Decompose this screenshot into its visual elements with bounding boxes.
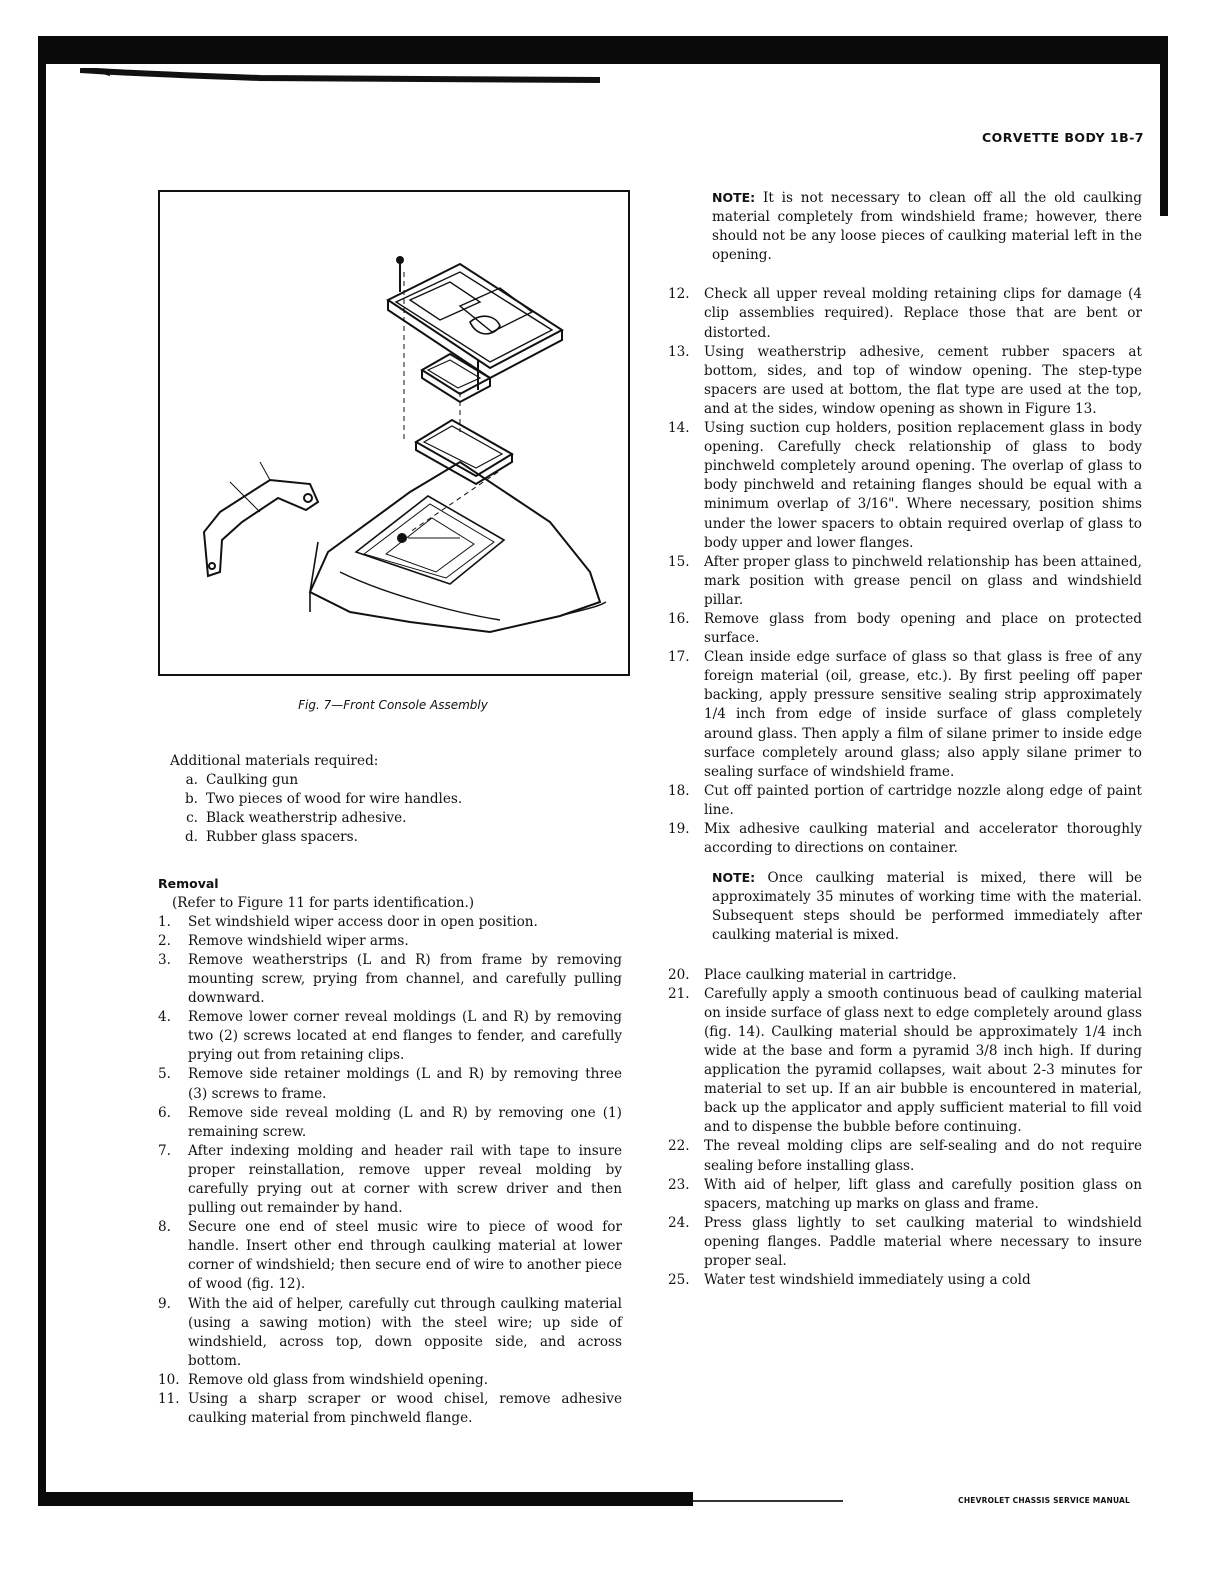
installation-step: 23. With aid of helper, lift glass and carefully position glass on spacers, matching up marks on glass and frame.: [668, 1176, 1142, 1212]
removal-heading: Removal: [158, 876, 219, 892]
installation-step: 16. Remove glass from body opening and place on protected surface.: [668, 610, 1142, 647]
installation-step: 25. Water test windshield immediately using a cold: [668, 1272, 1031, 1289]
right-column: [668, 188, 1142, 1290]
figure-caption: Fig. 7—Front Console Assembly: [298, 698, 488, 712]
note-caulking-cleanup: [712, 188, 1142, 265]
note-working-time: [712, 868, 1142, 945]
materials-item: d. Rubber glass spacers.: [184, 829, 358, 846]
scan-bottom-bar: [38, 1492, 693, 1506]
note-text: It is not necessary to clean off all the old caulking material completely from windshield frame; however, there should not be any loose pieces of caulking material left in the opening.: [712, 190, 1142, 264]
installation-step: 14. Using suction cup holders, position replacement glass in body opening. Carefully check relationship of glass to body pinchweld completely around opening. The overlap of glass to body pinchweld and retaining flanges should be equal with a minimum overlap of 3/16". Where necessary, position shims under the lower spacers to obtain required overlap of glass to body upper and lower flanges.: [668, 420, 1142, 551]
removal-step: 10. Remove old glass from windshield opening.: [158, 1371, 489, 1388]
materials-item: b. Two pieces of wood for wire handles.: [184, 791, 463, 808]
scan-left-edge: [38, 36, 46, 1506]
footer-manual-title: CHEVROLET CHASSIS SERVICE MANUAL: [958, 1496, 1130, 1505]
installation-step: 20. Place caulking material in cartridge.: [668, 966, 957, 983]
installation-step: 22. The reveal molding clips are self-sealing and do not require sealing before installing glass.: [668, 1138, 1142, 1174]
materials-list: [158, 771, 622, 847]
note-text: Once caulking material is mixed, there will be approximately 35 minutes of working time with the material. Subsequent steps should be performed immediately after caulking material is mixed.: [712, 870, 1142, 944]
removal-step: 1. Set windshield wiper access door in open position.: [158, 913, 538, 930]
removal-step: 4. Remove lower corner reveal moldings (L and R) by removing two (2) screws located at end flanges to fender, and carefully prying out from retaining clips.: [158, 1009, 622, 1064]
installation-step: 17. Clean inside edge surface of glass so that glass is free of any foreign material (oil, grease, etc.). By first peeling off paper backing, apply pressure sensitive sealing strip approximately 1/4 inch from edge of inside surface of glass completely around glass. Then apply a film of silane primer to inside edge surface completely around glass; also apply silane primer to sealing surface of windshield frame.: [668, 649, 1142, 780]
scan-right-edge: [1160, 36, 1168, 216]
removal-step: 2. Remove windshield wiper arms.: [158, 932, 409, 949]
removal-step: 8. Secure one end of steel music wire to piece of wood for handle. Insert other end through caulking material at lower corner of windshield; then secure end of wire to another piece of wood (fig. 12).: [158, 1219, 622, 1293]
figure-front-console: [158, 190, 630, 676]
removal-step: 5. Remove side retainer moldings (L and R) by removing three (3) screws to frame.: [158, 1066, 622, 1102]
materials-item: c. Black weatherstrip adhesive.: [186, 810, 407, 827]
scan-top-bar: [38, 36, 1168, 64]
installation-step: 12. Check all upper reveal molding retaining clips for damage (4 clip assemblies required). Replace those that are bent or distorted.: [668, 286, 1142, 341]
console-assembly-illustration: [160, 192, 628, 674]
materials-title: Additional materials required:: [170, 753, 379, 769]
removal-step: 11. Using a sharp scraper or wood chisel, remove adhesive caulking material from pinchweld flange.: [158, 1391, 622, 1427]
note-label: NOTE:: [712, 870, 756, 886]
installation-step: 18. Cut off painted portion of cartridge nozzle along edge of paint line.: [668, 782, 1142, 818]
removal-step: 9. With the aid of helper, carefully cut through caulking material (using a sawing motion) with the steel wire; up side of windshield, across top, down opposite side, and across bottom.: [158, 1295, 622, 1369]
removal-step: 6. Remove side reveal molding (L and R) by removing one (1) remaining screw.: [158, 1104, 622, 1140]
installation-step: 24. Press glass lightly to set caulking material to windshield opening flanges. Paddle material where necessary to insure proper seal.: [668, 1214, 1142, 1269]
installation-step: 15. After proper glass to pinchweld relationship has been attained, mark position with grease pencil on glass and windshield pillar.: [668, 553, 1142, 608]
removal-step: 7. After indexing molding and header rail with tape to insure proper reinstallation, remove upper reveal molding by carefully prying out at corner with screw driver and then pulling out remainder by hand.: [158, 1142, 622, 1217]
installation-step: 19. Mix adhesive caulking material and accelerator thoroughly according to directions on container.: [668, 821, 1142, 857]
scan-brush-stroke: [80, 68, 640, 98]
installation-step: 13. Using weatherstrip adhesive, cement rubber spacers at bottom, sides, and top of window opening. The step-type spacers are used at bottom, the flat type are used at the top, and at the sides, window opening as shown in Figure 13.: [668, 343, 1142, 417]
removal-reference: (Refer to Figure 11 for parts identification.): [172, 894, 475, 911]
removal-step: 3. Remove weatherstrips (L and R) from frame by removing mounting screw, prying from channel, and carefully pulling downward.: [158, 951, 622, 1007]
installation-step: 21. Carefully apply a smooth continuous bead of caulking material on inside surface of glass next to edge completely around glass (fig. 14). Caulking material should be approximately 1/4 inch wide at the base and form a pyramid 3/8 inch high. If during application the pyramid collapses, wait about 2-3 minutes for material to set up. If an air bubble is encountered in material, back up the applicator and apply sufficient material to fill void and to dispense the bubble before continuing.: [668, 985, 1142, 1136]
running-head: CORVETTE BODY 1B-7: [981, 130, 1144, 145]
scan-bottom-line: [693, 1500, 843, 1502]
materials-item: a. Caulking gun: [185, 772, 299, 789]
left-column: [158, 752, 622, 1428]
note-label: NOTE:: [712, 190, 756, 205]
